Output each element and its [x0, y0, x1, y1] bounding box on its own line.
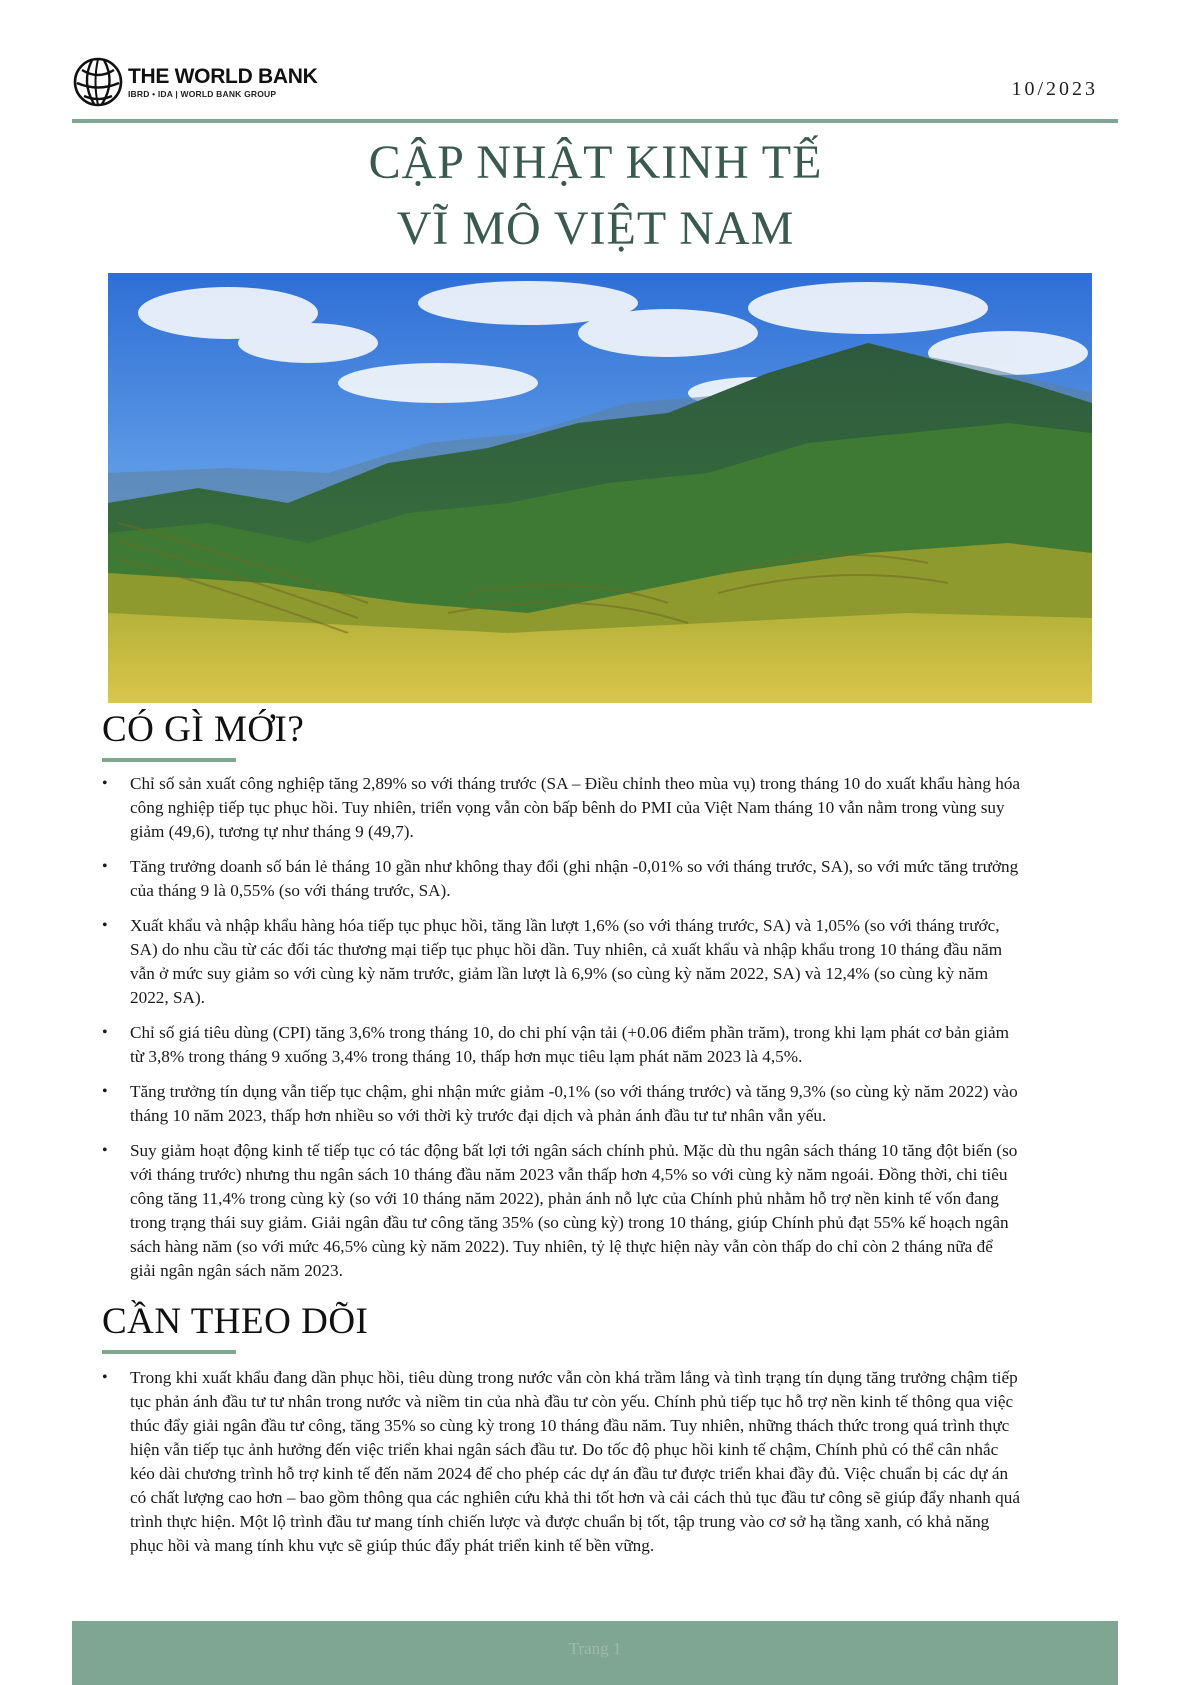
page-number: Trang 1 [568, 1639, 622, 1658]
title-line-1: CẬP NHẬT KINH TẾ [368, 136, 823, 189]
page-title [0, 130, 1191, 262]
page-header [72, 52, 1122, 108]
section-heading-whats-new: CÓ GÌ MỚI? [102, 709, 305, 750]
world-bank-logo [72, 56, 317, 108]
section-rule-whats-new [102, 758, 236, 762]
list-item: • Chỉ số sản xuất công nghiệp tăng 2,89% so với tháng trước (SA – Điều chỉnh theo mùa vụ) trong tháng 10 do xuất khẩu hàng hóa công nghiệp tiếp tục phục hồi. Tuy nhiên, triển vọng vẫn còn bấp bênh do PMI của Việt Nam tháng 10 vẫn nằm trong vùng suy giảm (49,6), tương tự như tháng 9 (49,7). [102, 772, 1022, 844]
cover-landscape-image [108, 273, 1092, 703]
list-item: • Xuất khẩu và nhập khẩu hàng hóa tiếp tục phục hồi, tăng lần lượt 1,6% (so với tháng trước, SA) và 1,05% (so với tháng trước, SA) do nhu cầu từ các đối tác thương mại tiếp tục phục hồi dần. Tuy nhiên, cả xuất khẩu và nhập khẩu trong 10 tháng đầu năm vẫn ở mức suy giảm so với cùng kỳ năm trước, giảm lần lượt là 6,9% (so cùng kỳ năm 2022, SA) và 12,4% (so cùng kỳ năm 2022, SA). [102, 914, 1022, 1010]
globe-icon [72, 56, 124, 108]
page-footer [72, 1621, 1118, 1685]
list-item: • Chỉ số giá tiêu dùng (CPI) tăng 3,6% trong tháng 10, do chi phí vận tải (+0.06 điểm phần trăm), trong khi lạm phát cơ bản giảm từ 3,8% trong tháng 9 xuống 3,4% trong tháng 10, thấp hơn mục tiêu lạm phát năm 2023 là 4,5%. [102, 1021, 1022, 1069]
list-item: • Suy giảm hoạt động kinh tế tiếp tục có tác động bất lợi tới ngân sách chính phủ. Mặc dù thu ngân sách tháng 10 tăng đột biến (so với tháng trước) nhưng thu ngân sách 10 tháng đầu năm 2023 vẫn thấp hơn 4,5% so với cùng kỳ năm ngoái. Đồng thời, chi tiêu công tăng 11,4% trong cùng kỳ (so với 10 tháng năm 2022), phản ánh nỗ lực của Chính phủ nhằm hỗ trợ nền kinh tế vốn đang trong trạng thái suy giảm. Giải ngân đầu tư công tăng 35% (so cùng kỳ) trong 10 tháng, giúp Chính phủ đạt 55% kế hoạch ngân sách hàng năm (so với mức 46,5% cùng kỳ năm 2022). Tuy nhiên, tỷ lệ thực hiện này vẫn còn thấp do chỉ còn 2 tháng nữa để giải ngân ngân sách năm 2023. [102, 1139, 1022, 1283]
title-line-2: VĨ MÔ VIỆT NAM [396, 202, 795, 255]
org-name: THE WORLD BANK [128, 64, 318, 88]
list-item: • Tăng trưởng tín dụng vẫn tiếp tục chậm, ghi nhận mức giảm -0,1% (so với tháng trước) và tăng 9,3% (so cùng kỳ năm 2022) vào tháng 10 năm 2023, thấp hơn nhiều so với thời kỳ trước đại dịch và phản ánh đầu tư tư nhân vẫn yếu. [102, 1080, 1022, 1128]
org-subtitle: IBRD • IDA | WORLD BANK GROUP [128, 88, 277, 99]
whats-new-list [102, 772, 1022, 1294]
list-item: • Trong khi xuất khẩu đang dần phục hồi, tiêu dùng trong nước vẫn còn khá trầm lắng và tình trạng tín dụng tăng trưởng chậm tiếp tục phản ánh đầu tư tư nhân trong nước và niềm tin của nhà đầu tư còn yếu. Chính phủ tiếp tục hỗ trợ nền kinh tế thông qua việc thúc đẩy giải ngân đầu tư công, tăng 35% so cùng kỳ trong 10 tháng đầu năm. Tuy nhiên, những thách thức trong quá trình thực hiện vẫn tiếp tục ảnh hưởng đến việc triển khai ngân sách đầu tư. Do tốc độ phục hồi kinh tế chậm, Chính phủ có thể cân nhắc kéo dài chương trình hỗ trợ kinh tế đến năm 2024 để cho phép các dự án đầu tư được triển khai đầy đủ. Việc chuẩn bị các dự án có chất lượng cao hơn – bao gồm thông qua các nghiên cứu khả thi tốt hơn và cải cách thủ tục đầu tư công sẽ giúp đẩy nhanh quá trình thực hiện. Một lộ trình đầu tư mang tính chiến lược và được chuẩn bị tốt, tập trung vào cơ sở hạ tầng xanh, có khả năng phục hồi và mang tính khu vực sẽ giúp thúc đẩy phát triển kinh tế bền vững. [102, 1366, 1022, 1558]
logo-wordmark [128, 66, 317, 99]
section-heading-to-watch: CẦN THEO DÕI [102, 1301, 369, 1342]
to-watch-list [102, 1366, 1022, 1558]
header-divider [72, 119, 1118, 123]
list-item: • Tăng trưởng doanh số bán lẻ tháng 10 gần như không thay đổi (ghi nhận -0,01% so với tháng trước, SA), so với mức tăng trưởng của tháng 9 là 0,55% (so với tháng trước, SA). [102, 855, 1022, 903]
section-rule-to-watch [102, 1350, 236, 1354]
report-date: 10/2023 [1011, 78, 1098, 100]
